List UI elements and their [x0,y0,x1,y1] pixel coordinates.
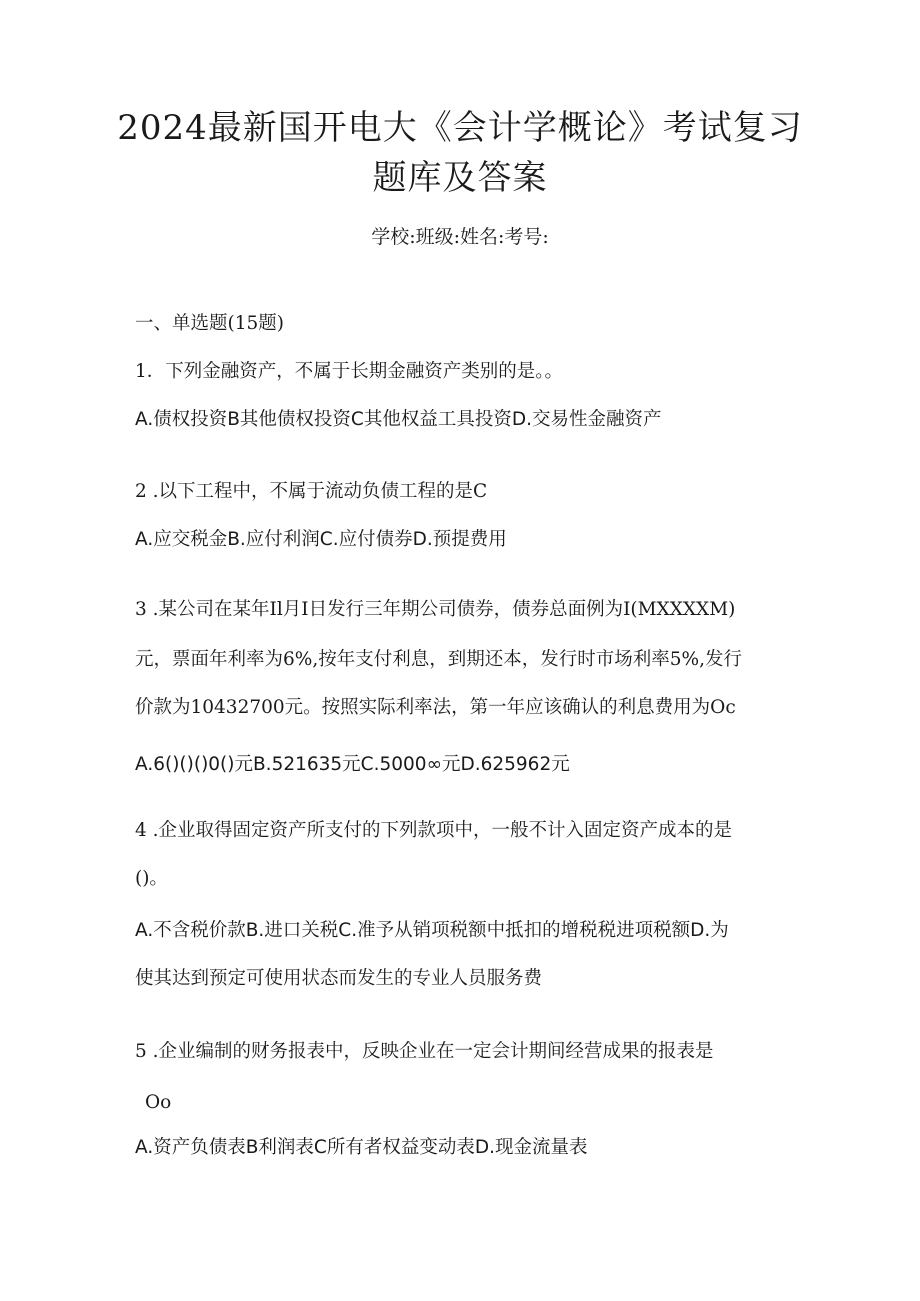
question-1-options: A.债权投资B其他债权投资C其他权益工具投资D.交易性金融资产 [135,409,662,430]
question-2-options: A.应交税金B.应付利润C.应付债券D.预提费用 [135,529,507,550]
question-2-stem: 2 .以下工程中，不属于流动负债工程的是C [135,481,488,502]
document-title-line-2: 题库及答案 [372,158,548,198]
student-info-line: 学校:班级:姓名:考号: [371,226,549,248]
document-title-line-1: 2024最新国开电大《会计学概论》考试复习 [117,108,803,148]
question-3-options: A.6()()()0()元B.521635元C.5000∞元D.625962元 [135,754,570,775]
question-4-options-line-2: 使其达到预定可使用状态而发生的专业人员服务费 [135,968,543,989]
question-5-stem-line-2: Oo [145,1092,172,1113]
question-4-stem-line-1: 4 .企业取得固定资产所支付的下列款项中，一般不计入固定资产成本的是 [135,820,733,841]
question-5-stem-line-1: 5 .企业编制的财务报表中，反映企业在一定会计期间经营成果的报表是 [135,1041,714,1062]
question-5-options: A.资产负债表B利润表C所有者权益变动表D.现金流量表 [135,1137,588,1158]
question-3-stem-line-2: 元，票面年利率为6%,按年支付利息，到期还本，发行时市场利率5%,发行 [135,649,742,670]
question-4-options-line-1: A.不含税价款B.进口关税C.准予从销项税额中抵扣的增税税进项税额D.为 [135,920,729,941]
question-3-stem-line-1: 3 .某公司在某年Il月I日发行三年期公司债券，债券总面例为I(MXXXXM) [135,599,736,620]
question-4-stem-line-2: ()。 [135,868,168,889]
question-3-stem-line-3: 价款为10432700元。按照实际利率法，第一年应该确认的利息费用为Oc [135,697,736,718]
section-heading: 一、单选题(15题) [135,313,284,334]
question-1-stem: 1．下列金融资产，不属于长期金融资产类别的是。。 [135,361,564,382]
